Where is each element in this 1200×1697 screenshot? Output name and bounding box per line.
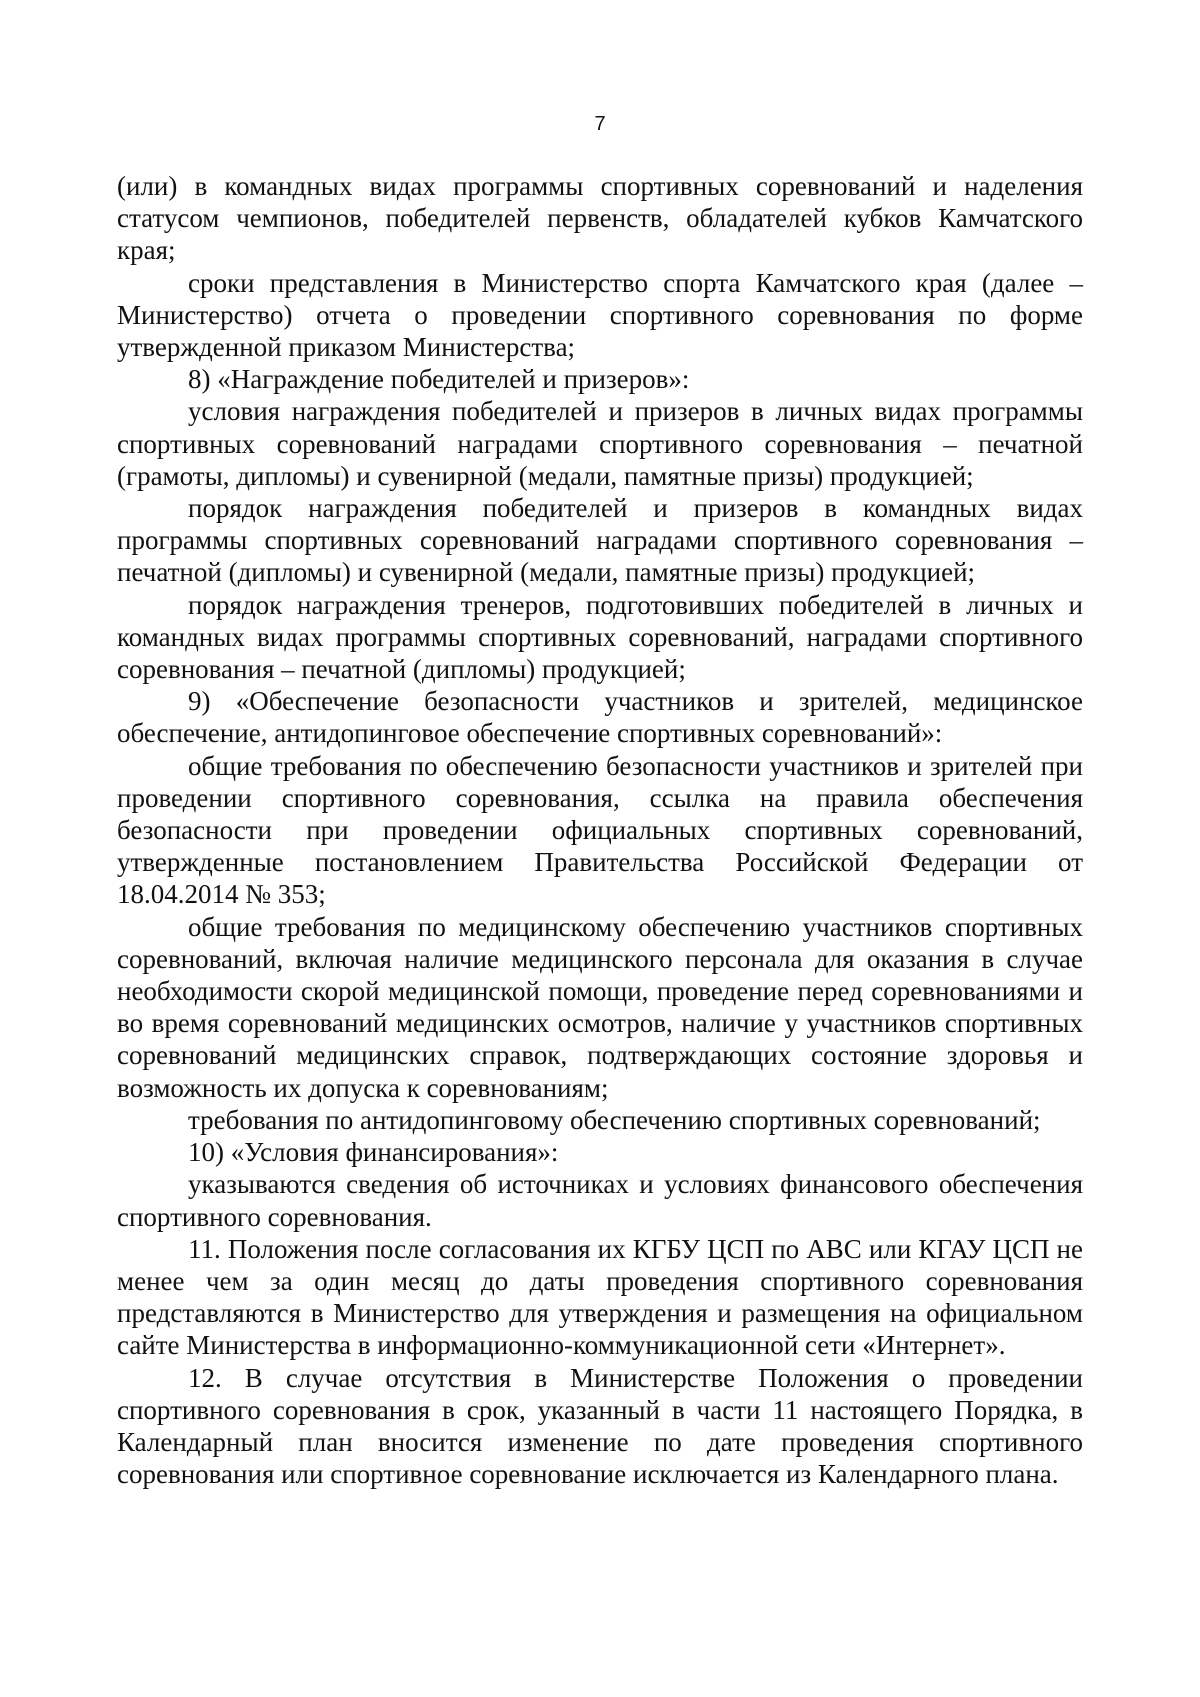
paragraph-financing: указываются сведения об источниках и условиях финансового обеспечения спортивного соревнования. — [117, 1169, 1083, 1232]
page-number: 7 — [594, 113, 606, 135]
paragraph-safety-requirements: общие требования по обеспечению безопасности участников и зрителей при проведении спортивного соревнования, ссылка на правила обеспечения безопасности при проведении официальных спортивных соревнований, утвержденные постановлением Правительства Российской Федерации от 18.04.2014 № 353; — [117, 750, 1083, 910]
paragraph-report-deadline: сроки представления в Министерство спорта Камчатского края (далее – Министерство) отчета о проведении спортивного соревнования по форме утвержденной приказом Министерства; — [117, 267, 1083, 363]
paragraph-antidoping-requirements: требования по антидопинговому обеспечению спортивных соревнований; — [188, 1104, 1041, 1135]
paragraph-medical-requirements: общие требования по медицинскому обеспечению участников спортивных соревнований, включая наличие медицинского персонала для оказания в случае необходимости скорой медицинской помощи, проведение перед соревнованиями и во время соревнований медицинских осмотров, наличие у участников спортивных соревнований медицинских справок, подтверждающих состояние здоровья и возможность их допуска к соревнованиям; — [117, 911, 1083, 1103]
paragraph-clause-12: 12. В случае отсутствия в Министерстве Положения о проведении спортивного соревнования в срок, указанный в части 11 настоящего Порядка, в Календарный план вносится изменение по дате проведения спортивного соревнования или спортивное соревнование исключается из Календарного плана. — [117, 1362, 1083, 1490]
paragraph-awards-individual: условия награждения победителей и призеров в личных видах программы спортивных соревнований наградами спортивного соревнования – печатной (грамоты, дипломы) и сувенирной (медали, памятные призы) продукцией; — [117, 396, 1083, 491]
paragraph-clause-11: 11. Положения после согласования их КГБУ ЦСП по АВС или КГАУ ЦСП не менее чем за один месяц до даты проведения спортивного соревнования представляются в Министерство для утверждения и размещения на официальном сайте Министерства в информационно-коммуникационной сети «Интернет». — [117, 1233, 1083, 1361]
paragraph-awards-coaches: порядок награждения тренеров, подготовивших победителей в личных и командных видах программы спортивных соревнований, наградами спортивного соревнования – печатной (дипломы) продукцией; — [117, 589, 1083, 685]
section-heading-financing: 10) «Условия финансирования»: — [188, 1137, 559, 1168]
section-heading-safety: 9) «Обеспечение безопасности участников и зрителей, медицинское обеспечение, антидопинговое обеспечение спортивных соревнований»: — [117, 686, 1083, 749]
document-body — [117, 170, 1083, 1490]
paragraph-continuation: (или) в командных видах программы спортивных соревнований и наделения статусом чемпионов, победителей первенств, обладателей кубков Камчатского края; — [117, 171, 1083, 266]
section-heading-awards: 8) «Награждение победителей и призеров»: — [188, 364, 690, 395]
paragraph-awards-team: порядок награждения победителей и призеров в командных видах программы спортивных соревнований наградами спортивного соревнования – печатной (дипломы) и сувенирной (медали, памятные призы) продукцией; — [117, 493, 1083, 588]
